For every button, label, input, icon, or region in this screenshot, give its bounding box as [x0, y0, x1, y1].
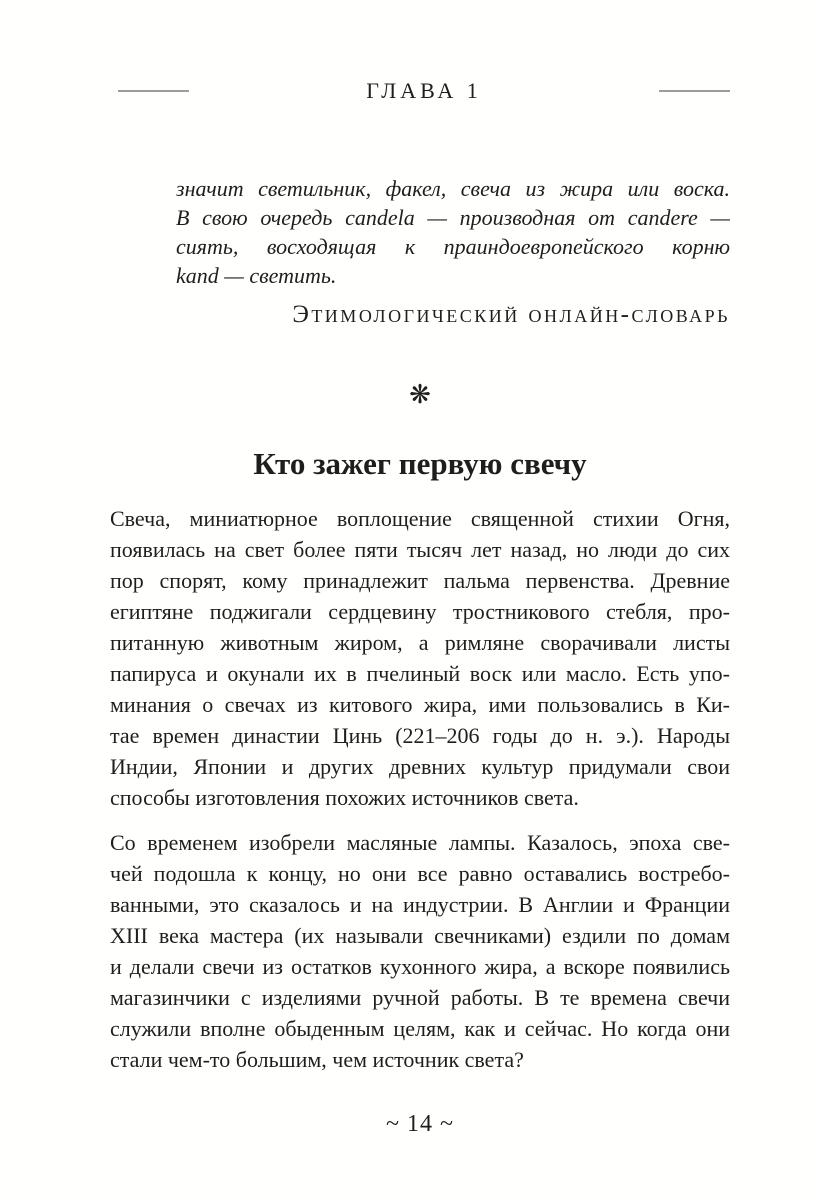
text-column [110, 76, 730, 1139]
epigraph-line: значит светильник, факел, свеча из жира или воска. [176, 176, 730, 201]
epigraph-attribution: Этимологический онлайн-словарь [292, 301, 730, 328]
body-text-line: Со временем изобрели масляные лампы. Казалось, эпоха све- [110, 830, 730, 855]
epigraph-line: kand — светить. [176, 263, 337, 288]
header-rule-right [659, 90, 730, 92]
header-rule-left [118, 90, 189, 92]
chapter-label: ГЛАВА 1 [366, 78, 482, 103]
body-text-line: XIII века мастера (их называли свечниками) ездили по домам [110, 923, 730, 948]
body-text-line: египтяне поджигали сердцевину тростникового стебля, про- [110, 599, 730, 624]
epigraph-line: сиять, восходящая к праиндоевропейского корню [176, 234, 730, 259]
body-text-line: питанную животным жиром, а римляне сворачивали листы [110, 630, 730, 655]
body-text-line: способы изготовления похожих источников света. [110, 785, 579, 810]
epigraph [176, 174, 730, 290]
running-head [110, 76, 730, 106]
body-text-line: появилась на свет более пяти тысяч лет назад, но люди до сих [110, 537, 730, 562]
body-text-line: магазинчики с изделиями ручной работы. В те времена свечи [110, 985, 730, 1010]
body-text-line: тае времен династии Цинь (221–206 годы до н. э.). Народы [110, 723, 730, 748]
section-divider-ornament-icon: ❋ [409, 380, 431, 410]
body-text-line: стали чем-то большим, чем источник света? [110, 1047, 524, 1072]
body-text-line: Свеча, миниатюрное воплощение священной стихии Огня, [110, 506, 730, 531]
body-text-line: ванными, это сказалось и на индустрии. В Англии и Франции [110, 892, 730, 917]
body-text-line: Индии, Японии и других древних культур придумали свои [110, 754, 730, 779]
body-text-line: служили вполне обыденным целям, как и сейчас. Но когда они [110, 1016, 730, 1041]
body-text-line: минания о свечах из китового жира, ими пользовались в Ки- [110, 692, 730, 717]
section-title: Кто зажег первую свечу [253, 446, 587, 481]
body-text-line: и делали свечи из остатков кухонного жира, а вскоре появились [110, 954, 730, 979]
epigraph-line: В свою очередь candela — производная от candere — [176, 205, 730, 230]
body-paragraph [110, 827, 730, 1075]
body-text-line: пор спорят, кому принадлежит пальма первенства. Древние [110, 568, 730, 593]
page-number: ~ 14 ~ [386, 1111, 454, 1137]
body-text-line: папируса и окунали их в пчелиный воск или масло. Есть упо- [110, 661, 730, 686]
body-paragraph [110, 503, 730, 813]
body-text-line: чей подошла к концу, но они все равно оставались востребо- [110, 861, 730, 886]
